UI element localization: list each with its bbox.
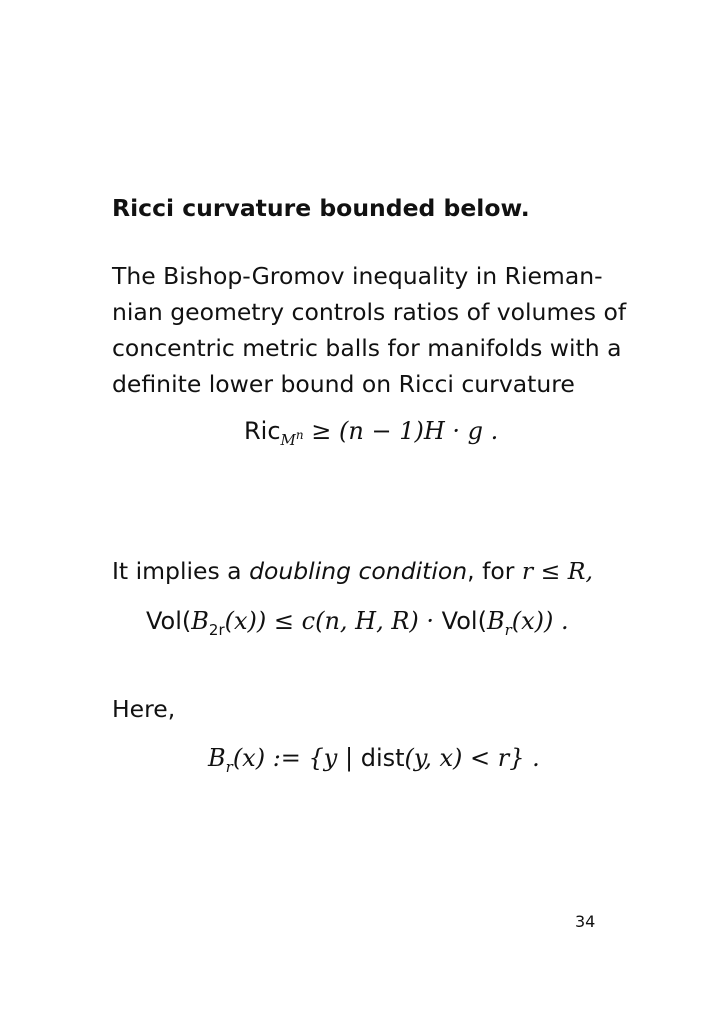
intro-line-2: nian geometry controls ratios of volumes of xyxy=(112,298,627,326)
radius-condition: r ≤ R, xyxy=(521,557,593,585)
ricci-lower-bound-formula xyxy=(244,417,499,449)
slide-title: Ricci curvature bounded below. xyxy=(112,194,530,222)
ric-operator: Ric xyxy=(244,417,281,445)
ric-subscript-m: Mn xyxy=(280,428,304,449)
doubling-condition-term: doubling condition xyxy=(249,557,468,585)
intro-line-3: concentric metric balls for manifolds with a xyxy=(112,334,622,362)
doubling-intro-line: It implies a doubling condition, for r ≤ R, xyxy=(112,557,593,585)
page-number: 34 xyxy=(575,912,596,931)
ricci-inequality-rhs: ≥ (n − 1)H · g . xyxy=(303,417,499,445)
intro-line-4: definite lower bound on Ricci curvature xyxy=(112,370,575,398)
doubling-formula: $Vol(B_{2r}(x)) \le c(n$, H, $R) \cdot Vol(B_r(x))$ . xyxy=(146,607,569,639)
here-label: Here, xyxy=(112,695,176,723)
ball-definition-formula: $B_r(x)$ := {y | dist(y, x) < r} . xyxy=(208,744,540,776)
intro-line-1: The Bishop-Gromov inequality in Rieman- xyxy=(112,262,603,290)
